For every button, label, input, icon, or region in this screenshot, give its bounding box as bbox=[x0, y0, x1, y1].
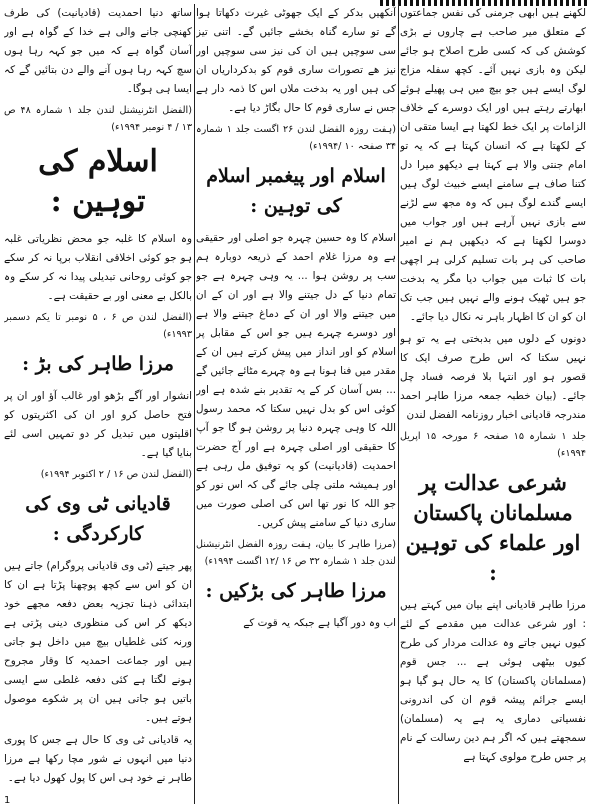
paragraph: وہ اسلام کا غلبہ جو محض نظریاتی غلبہ ہو جو کوئی اخلاقی انقلاب برپا نہ کر سکے جو کوئی روحانی تبدیلی پیدا نہ کر سکے وہ بالکل بے معنی اور بے حقیقت ہے۔ bbox=[4, 233, 192, 302]
paragraph: دونوں کے دلوں میں بدبختی ہے یہ تو ہو نہیں سکتا کہ اس طرح صرف ایک کا قصور ہو اور انتہا بلا فرصہ فساد چل جائے۔ (بیان خطبہ جمعہ مرزا طاہر احمد مندرجہ قادیانی اخبار روزنامہ الفضل لندن bbox=[400, 333, 586, 421]
column-left bbox=[4, 4, 192, 804]
paragraph: لکھنے ہیں ابھی جرمنی کی نفس جماعتوں کے متعلق میر صاحب ہے چاروں نے بڑی کوشش کی کہ کسی طرح اصلاح ہو جائے لیکن وہ بازی نہیں آئے۔ کچھ سفلہ مزاج لوگ ایسے ہیں جو بیچ میں ہی پھیلے ہوئے ابھارتے رہتے ہیں اور ایک دوسرے کے خلاف الزامات پر ایک خط لکھتا ہے ایسا متقی ان کے لکھتا ہے کہ انسان کہتا ہے کہ یہ تو امام جنتی والا ہے کہتا ہے دیکھو میرا دل کتنا صاف ہے سامنے ایسے خبیث لوگ ہیں ایسے گندے لوگ ہیں کہ وہ مجھ سے لڑنے سے بازی نہیں آرہے ہیں اور جواب میں دوسرا لکھتا ہے کہ دیکھیں ہم نے امیر صاحب کی ہر بات تسلیم کرلی ہر اچھی بات کا ثبات میں جواب دیا مگر یہ بدخت جو ہیں ٹھیک ہونے والے نہیں ہیں جب تک ان کو ان کا اظہار باہر نہ نکال دیا جائے۔ bbox=[400, 7, 586, 323]
column-divider bbox=[194, 4, 195, 804]
source-citation: (ہفت روزہ الفضل لندن ۲۶ اگست جلد ۱ شمارہ ۳۴ صفحہ ۱۰ /۱۹۹۴ء) bbox=[196, 124, 396, 152]
section-heading: مرزا طاہر کی بڑکیں : bbox=[205, 580, 387, 602]
source-citation: (الفضل انٹرنیشنل لندن جلد ۱ شمارہ ۴۸ ص ۱۳ / ۴ نومبر ۱۹۹۴ء) bbox=[4, 105, 192, 133]
paragraph: یہ قادیانی ٹی وی کا حال ہے جس کا پوری دنیا میں انہوں نے شور مچا رکھا ہے مرزا طاہر نے خود ہی اس کا پول کھول دیا ہے۔ bbox=[4, 734, 192, 784]
section-heading: اسلام کی توہین : bbox=[38, 144, 158, 219]
page-number: 1 bbox=[4, 795, 11, 806]
paragraph: انشوار اور آگے بڑھو اور غالب آؤ اور ان پر فتح حاصل کرو اور ان کی اکثریتوں کو اقلیتوں میں تبدیل کر دو تمہیں اسی لئے بنایا گیا ہے۔ bbox=[4, 390, 192, 459]
paragraph: اسلام کا وہ حسین چہرہ جو اصلی اور حقیقی ہے وہ مرزا غلام احمد کے ذریعہ دوبارہ ہم سب پر روشن ہوا ... یہ وہی چہرہ ہے جو تمام دنیا کے دل جیتنے والا ہے اور ان کے ان میں جیتنے والا اور ان کے دماغ جیتنے والا ہے اور دوسرے چہرے ہیں جو اس کے مقابل پر اسلام کو اور انداز میں پیش کرتے ہیں ان کے مقدر میں فنا ہونا ہے وہ چہرے مٹائے جائیں گے ... بس آسان کر کے یہ تقدیر بنے شدہ ہے اور کوئی اس کو بدل نہیں سکتا کہ محمد رسول اللہ کا وہی چہرہ دنیا پر روشن ہو گا جو آپ کا حقیقی اور اصلی چہرہ ہے اور آج حضرت احمدیت (قادیانیت) کو یہ توفیق مل رہی ہے اور ہمیشہ ملتی چلی جائے گی کہ اس نور کو جو اللہ کا نور تھا اس کی اصلی صورت میں ساری دنیا کے سامنے پیش کریں۔ bbox=[196, 232, 396, 529]
paragraph: آنکھیں بدکر کے ایک جھوٹی غیرت دکھاتا ہوا گے تو سارے گناہ بخشے جائیں گے۔ اتنی تیز سی سوچیں ہیں ان کی نیز سی سوچیں اور نیز ھے تصورات ساری قوم کو بدکرداریاں ان کی ہیں اور یہ بدخت ملاں اس کا ذمہ دار ہے جس نے ساری قوم کا حال بگاڑ دیا ہے۔ bbox=[196, 7, 396, 114]
paragraph: اب وہ دور آگیا ہے جبکہ یہ قوت کے bbox=[243, 617, 396, 629]
column-right bbox=[400, 4, 586, 804]
paragraph: پھر جیتے (ٹی وی قادیانی پروگرام) جاتے ہیں ان کو اس سے کچھ پوچھنا پڑتا ہے ان کا ابتدائی ذہنا تجزیہ بعض دفعہ مجھے خود دیکھ کر اس کی منظوری دینی پڑتی ہے ورنہ کئی غلطیاں بیچ میں داخل ہو جاتی ہیں اور جماعت احمدیہ کا وقار مجروح ہونے لگتا ہے کئی دفعہ غلطی سے ایسی باتیں ہو جاتی ہیں ان پر شکوے موصول ہوتے ہیں۔ bbox=[4, 560, 192, 724]
column-middle bbox=[196, 4, 396, 804]
section-heading: قادیانی ٹی وی کی کارکردگی : bbox=[25, 493, 171, 545]
section-heading: اسلام اور پیغمبر اسلام کی توہین : bbox=[206, 165, 386, 217]
source-citation: (مرزا طاہر کا بیان، ہفت روزہ الفضل انٹرنیشنل لندن جلد ۱ شمارہ ۳۲ ص ۱۶ /۱۲ اگست ۱۹۹۴ء) bbox=[196, 539, 396, 567]
paragraph: مرزا طاہر قادیانی اپنے بیان میں کہتے ہیں : اور شرعی عدالت میں مقدمے کے لئے کیوں نہیں جاتے وہ عدالت مردار کی طرح کیوں بیٹھی ہوئی ہے ... جس قوم (مسلمانان پاکستان) کا یہ حال ہو گیا ہو ایسے جرائم پیشہ قوم ان کی اندرونی نفسیاتی دماری یہ ہے یہ (مسلمان) سمجھتے ہیں کہ اگر ہم دین رسالت کے نام پر جس طرح مولوی کہتا ہے bbox=[400, 599, 586, 763]
paragraph: ساتھ دنیا احمدیت (قادیانیت) کی طرف کھنچی جانے والی ہے خدا کے گواہ ہے اور آسان گواہ ہے کہ میں جو کہہ رہا ہوں سچ کہہ رہا ہوں آنے والے دن بتائیں گے کہ ایسا ہی ہوگا۔ bbox=[4, 7, 192, 95]
source-citation: جلد ۱ شمارہ ۱۵ صفحہ ۶ مورخہ ۱۵ اپریل ۱۹۹۴ء) bbox=[400, 431, 586, 459]
source-citation: (الفضل لندن ص ۱۶ / ۲ اکتوبر ۱۹۹۴ء) bbox=[40, 469, 192, 480]
section-heading: شرعی عدالت پر مسلمانان پاکستان اور علماء کی توہین : bbox=[405, 470, 581, 585]
section-heading: مرزا طاہر کی بڑ : bbox=[22, 353, 174, 375]
source-citation: (الفضل لندن ص ۶ ، ۵ نومبر تا یکم دسمبر ۱۹۹۳ء) bbox=[4, 312, 192, 340]
column-divider bbox=[398, 4, 399, 804]
